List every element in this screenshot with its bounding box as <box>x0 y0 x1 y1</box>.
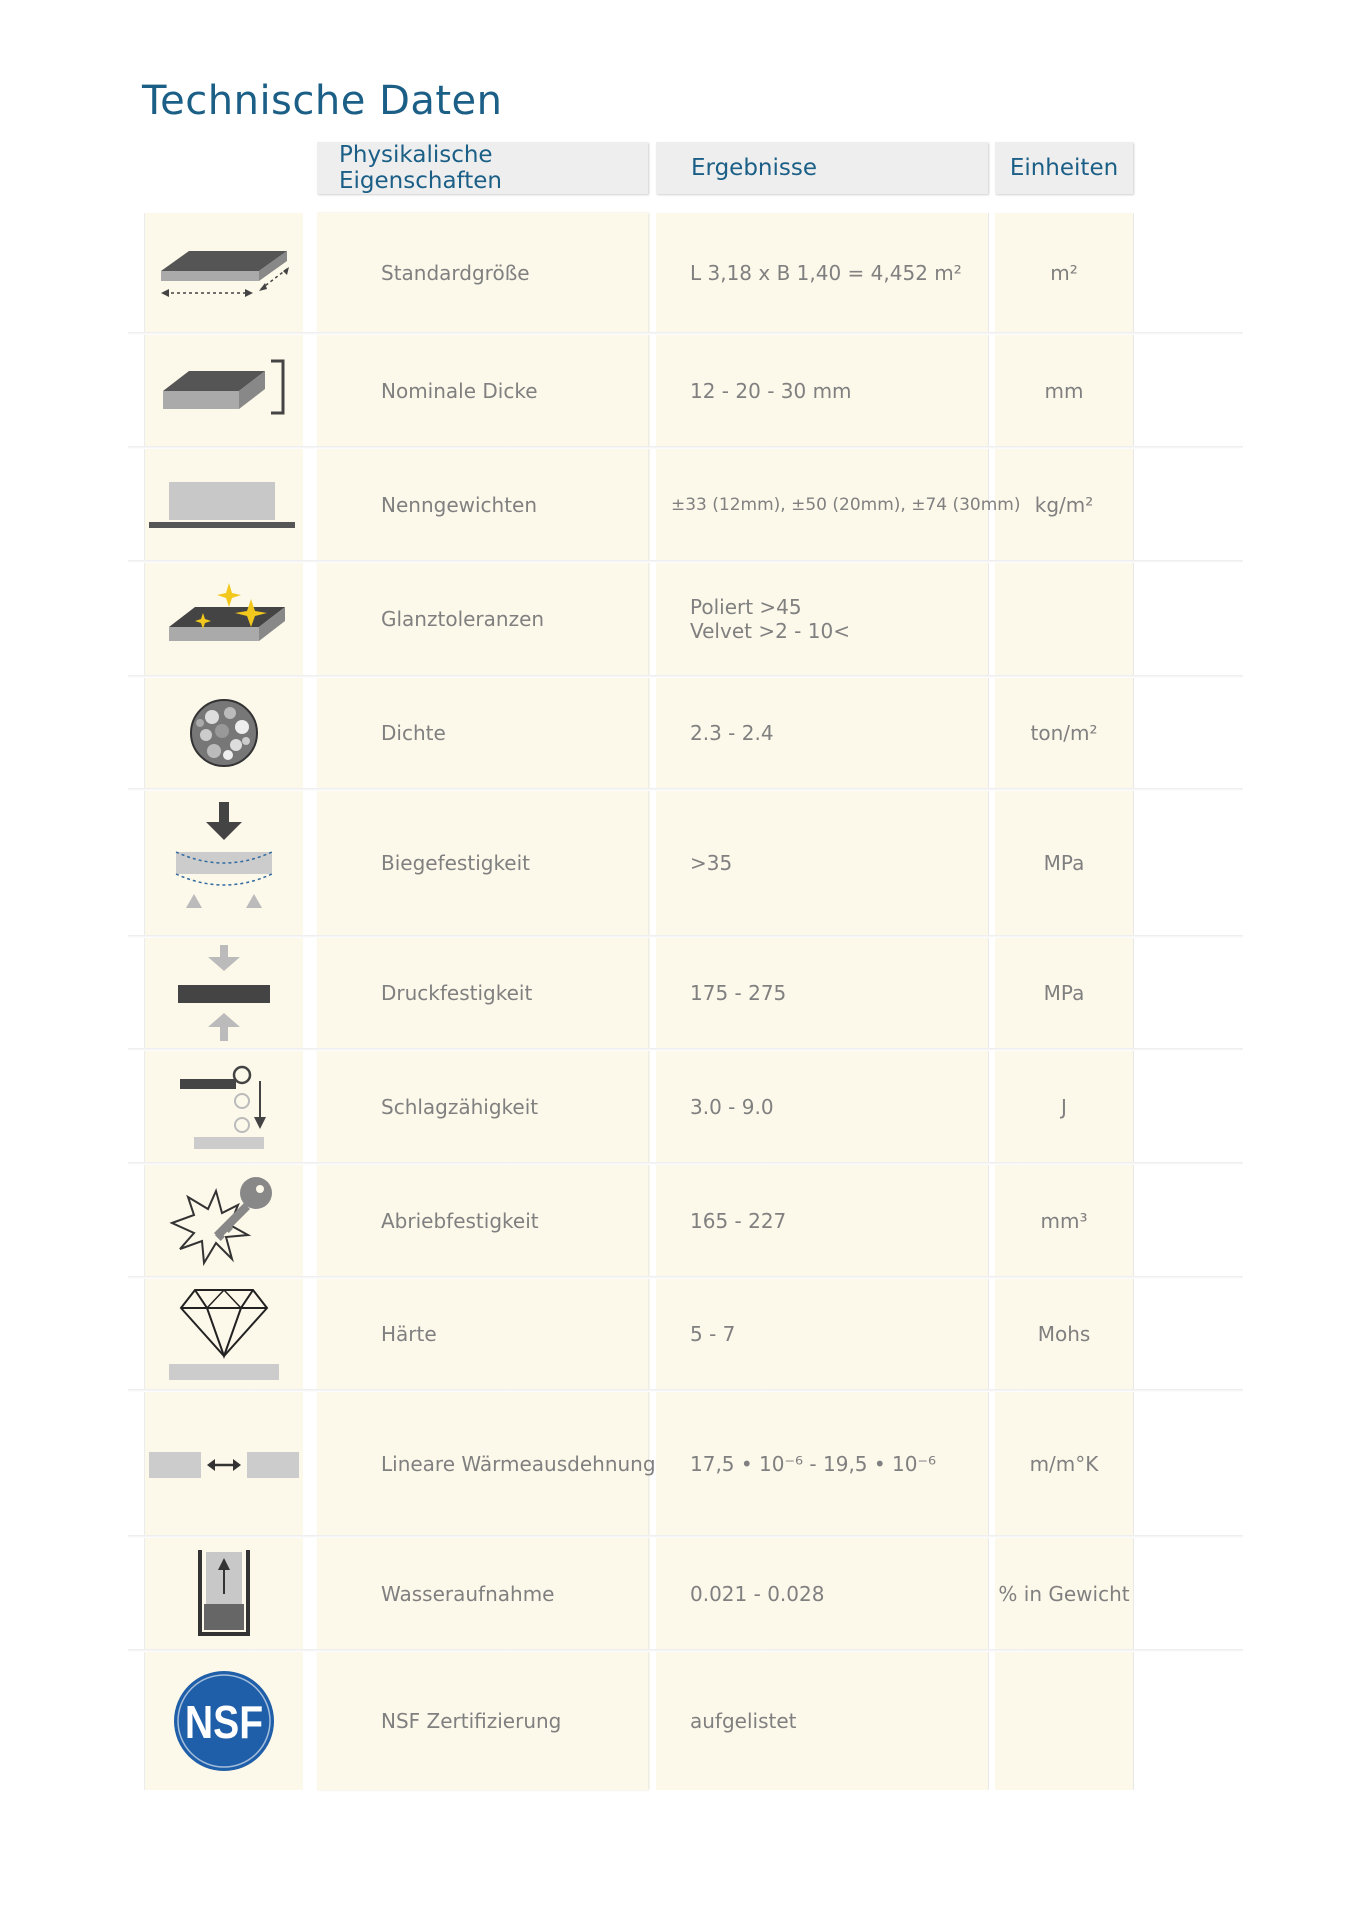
table-row <box>0 213 1357 332</box>
header-results-label: Ergebnisse <box>691 155 818 181</box>
property-label: Biegefestigkeit <box>381 851 531 875</box>
table-row <box>0 678 1357 788</box>
nsf-logo-icon <box>145 1652 303 1790</box>
table-row <box>0 791 1357 935</box>
table-row <box>0 1652 1357 1790</box>
property-label: Druckfestigkeit <box>381 981 533 1005</box>
table-row <box>0 1279 1357 1389</box>
property-label: Nominale Dicke <box>381 378 538 403</box>
unit-value: mm <box>1044 378 1084 403</box>
result-value-line: Velvet >2 - 10< <box>690 619 850 643</box>
page-title: Technische Daten <box>142 78 503 124</box>
table-row <box>0 1392 1357 1535</box>
result-value: 175 - 275 <box>690 981 787 1005</box>
result-value: 5 - 7 <box>690 1322 736 1346</box>
result-value: 2.3 - 2.4 <box>690 721 774 745</box>
property-label: Lineare Wärmeausdehnung <box>381 1451 656 1476</box>
unit-value: kg/m² <box>1034 492 1094 517</box>
table-row <box>0 1165 1357 1276</box>
unit-value: m/m°K <box>1029 1451 1099 1476</box>
result-value: >35 <box>690 851 733 875</box>
result-value: L 3,18 x B 1,40 = 4,452 m² <box>690 260 962 285</box>
unit-value: MPa <box>1043 851 1085 875</box>
unit-value: % in Gewicht <box>998 1581 1130 1606</box>
header-units <box>995 142 1133 194</box>
density-icon <box>145 678 303 788</box>
table-row <box>0 1538 1357 1649</box>
compression-icon <box>145 938 303 1048</box>
property-label: Schlagzähigkeit <box>381 1094 539 1119</box>
result-value: 3.0 - 9.0 <box>690 1094 774 1119</box>
result-value: 0.021 - 0.028 <box>690 1581 825 1606</box>
slab-thickness-icon <box>145 335 303 446</box>
table-row <box>0 335 1357 446</box>
header-properties-label: Physikalische Eigenschaften <box>339 142 502 194</box>
result-value <box>690 595 850 643</box>
header-properties <box>317 142 648 194</box>
property-label: Härte <box>381 1322 437 1346</box>
unit-value: Mohs <box>1037 1322 1091 1346</box>
diamond-icon <box>145 1279 303 1389</box>
result-value: ±33 (12mm), ±50 (20mm), ±74 (30mm) <box>671 494 1021 515</box>
slab-size-icon <box>145 213 303 332</box>
impact-icon <box>145 1051 303 1162</box>
unit-value: mm³ <box>1040 1208 1088 1233</box>
table-row <box>0 449 1357 560</box>
result-value: 165 - 227 <box>690 1208 787 1233</box>
result-value-line: Poliert >45 <box>690 595 802 619</box>
water-absorption-icon <box>145 1538 303 1649</box>
unit-value: MPa <box>1043 981 1085 1005</box>
property-label: Wasseraufnahme <box>381 1581 555 1606</box>
result-value: aufgelistet <box>690 1709 797 1733</box>
property-label: Nenngewichten <box>381 492 538 517</box>
bending-icon <box>145 791 303 935</box>
property-label: Standardgröße <box>381 260 530 285</box>
header-results <box>656 142 988 194</box>
unit-value: ton/m² <box>1030 721 1098 745</box>
unit-value: J <box>1061 1094 1067 1119</box>
property-label: Abriebfestigkeit <box>381 1208 539 1233</box>
expansion-icon <box>145 1392 303 1535</box>
abrasion-icon <box>145 1165 303 1276</box>
table-row <box>0 1051 1357 1162</box>
result-value: 17,5 • 10⁻⁶ - 19,5 • 10⁻⁶ <box>690 1451 937 1476</box>
result-value: 12 - 20 - 30 mm <box>690 378 852 403</box>
header-units-label: Einheiten <box>1009 155 1119 181</box>
gloss-icon <box>145 563 303 675</box>
property-label: NSF Zertifizierung <box>381 1709 562 1733</box>
weight-icon <box>145 449 303 560</box>
unit-value: m² <box>1050 260 1078 285</box>
property-label: Glanztoleranzen <box>381 607 545 631</box>
table-row <box>0 938 1357 1048</box>
table-row <box>0 563 1357 675</box>
nsf-logo-text: NSF <box>184 1697 264 1749</box>
property-label: Dichte <box>381 721 446 745</box>
